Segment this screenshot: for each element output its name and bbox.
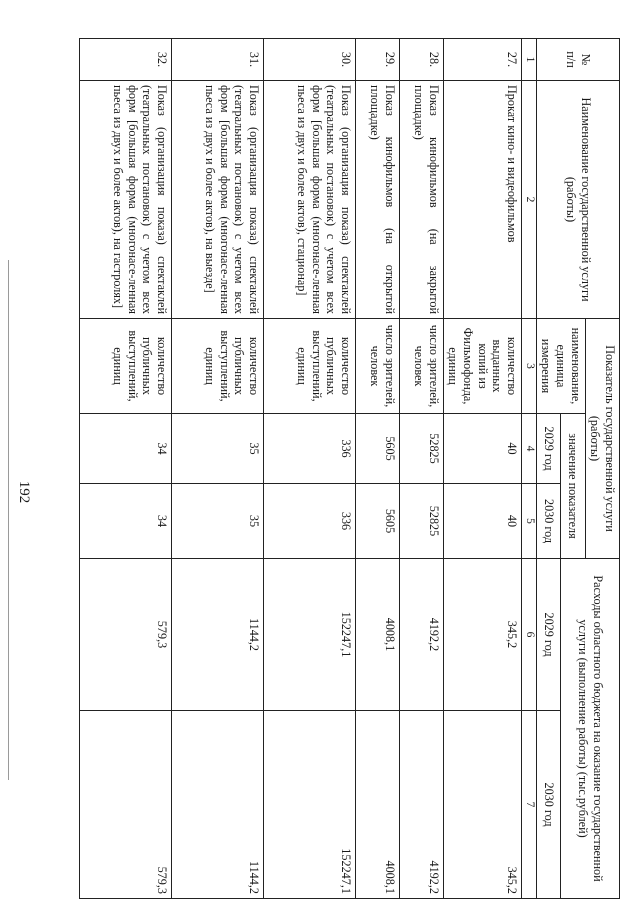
row-budget-2030: 4192,2 <box>399 711 443 899</box>
row-value-2030: 35 <box>171 484 263 559</box>
col-number: 1 <box>522 39 537 81</box>
row-service-name: Показ (организация показа) спектаклей (театральных постановок) с учетом всех форм [большая форма (многонасе-ленная пьеса из двух и более актов), стационар] <box>263 81 355 319</box>
row-number: 28. <box>399 39 443 81</box>
row-budget-2029: 152247,1 <box>263 559 355 711</box>
row-number: 27. <box>443 39 521 81</box>
row-unit: количество публичных выступлений, единиц <box>171 319 263 414</box>
table-row <box>171 39 263 899</box>
row-unit: количество публичных выступлений, единиц <box>79 319 171 414</box>
row-value-2030: 40 <box>443 484 521 559</box>
row-budget-2030: 345,2 <box>443 711 521 899</box>
row-budget-2029: 1144,2 <box>171 559 263 711</box>
row-value-2029: 336 <box>263 414 355 484</box>
header-num-cell <box>536 39 619 81</box>
row-value-2030: 5605 <box>355 484 399 559</box>
row-budget-2029: 4008,1 <box>355 559 399 711</box>
header-unit: наименование, единица измерения <box>536 319 585 414</box>
header-budget-group: Расходы областного бюджета на оказание государственной услуги (выполнение работы) (тыс.рублей) <box>561 559 620 899</box>
row-value-2029: 52825 <box>399 414 443 484</box>
table-row <box>443 39 521 899</box>
row-value-2030: 52825 <box>399 484 443 559</box>
row-unit: число зрителей, человек <box>355 319 399 414</box>
header-indicator-group: Показатель государственной услуги (работы) <box>585 319 619 559</box>
row-unit: количество выданных копий из Фильмофонда, единиц <box>443 319 521 414</box>
row-service-name: Показ (организация показа) спектаклей (театральных постановок) с учетом всех форм [большая форма (многонасе-ленная пьеса из двух и более актов), на выезде] <box>171 81 263 319</box>
table-row <box>355 39 399 899</box>
col-number: 3 <box>522 319 537 414</box>
page-number: 192 <box>16 480 32 504</box>
column-number-row <box>522 39 537 899</box>
row-budget-2030: 152247,1 <box>263 711 355 899</box>
row-budget-2030: 1144,2 <box>171 711 263 899</box>
row-unit: число зрителей, человек <box>399 319 443 414</box>
table-row <box>399 39 443 899</box>
row-budget-2030: 579,3 <box>79 711 171 899</box>
table-row <box>79 39 171 899</box>
row-number: 30. <box>263 39 355 81</box>
col-number: 2 <box>522 81 537 319</box>
header-value-2029: 2029 год <box>536 414 560 484</box>
row-value-2029: 35 <box>171 414 263 484</box>
row-value-2029: 5605 <box>355 414 399 484</box>
table-body <box>79 39 619 899</box>
row-service-name: Показ (организация показа) спектаклей (театральных постановок) с учетом всех форм [большая форма (многонасе-ленная пьеса из двух и более актов), на гастролях] <box>79 81 171 319</box>
col-number: 6 <box>522 559 537 711</box>
header-budget-2029: 2029 год <box>536 559 560 711</box>
row-number: 31. <box>171 39 263 81</box>
header-name: Наименование государственной услуги (работы) <box>536 81 619 319</box>
row-number: 32. <box>79 39 171 81</box>
row-value-2030: 336 <box>263 484 355 559</box>
row-value-2029: 40 <box>443 414 521 484</box>
header-num-line1: № <box>578 53 593 66</box>
row-value-2029: 34 <box>79 414 171 484</box>
table-row <box>263 39 355 899</box>
row-service-name: Прокат кино- и видеофильмов <box>443 81 521 319</box>
row-unit: количество публичных выступлений, единиц <box>263 319 355 414</box>
row-service-name: Показ кинофильмов (на открытой площадке) <box>355 81 399 319</box>
header-budget-2030: 2030 год <box>536 711 560 899</box>
header-value-2030: 2030 год <box>536 484 560 559</box>
col-number: 4 <box>522 414 537 484</box>
row-service-name: Показ кинофильмов (на закрытой площадке) <box>399 81 443 319</box>
header-num-line2: п/п <box>563 51 578 68</box>
row-budget-2029: 4192,2 <box>399 559 443 711</box>
row-budget-2030: 4008,1 <box>355 711 399 899</box>
header-value-group: значение показателя <box>561 414 585 559</box>
col-number: 5 <box>522 484 537 559</box>
services-table <box>79 38 620 899</box>
row-value-2030: 34 <box>79 484 171 559</box>
rotated-table-container <box>90 38 620 898</box>
row-number: 29. <box>355 39 399 81</box>
scan-edge-line <box>8 260 9 780</box>
col-number: 7 <box>522 711 537 899</box>
row-budget-2029: 579,3 <box>79 559 171 711</box>
row-budget-2029: 345,2 <box>443 559 521 711</box>
header-row-1 <box>585 39 619 899</box>
